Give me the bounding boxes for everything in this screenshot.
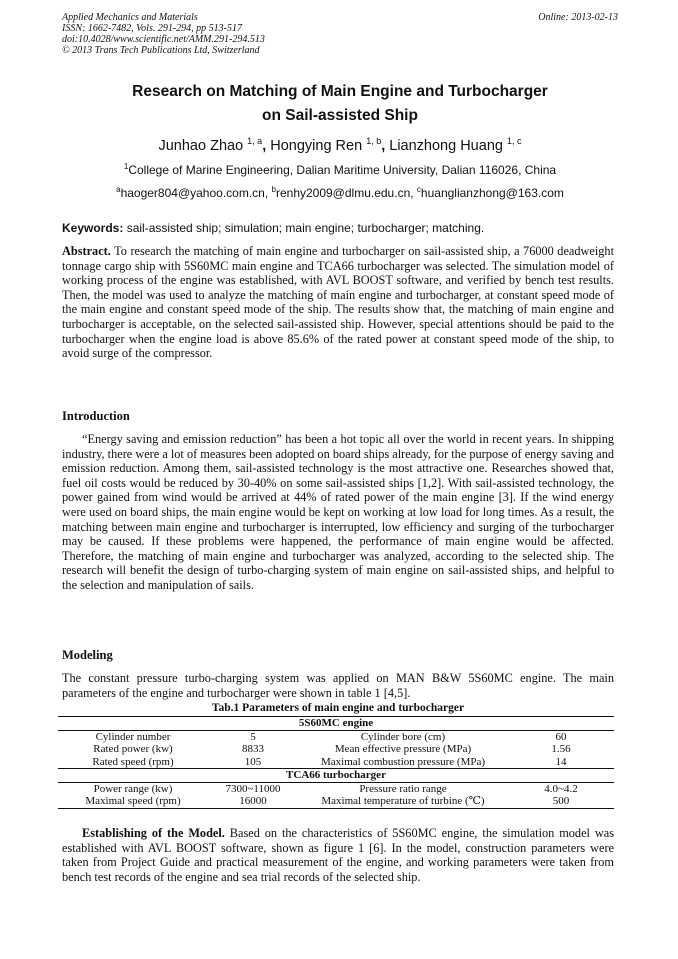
author-name: Junhao Zhao: [158, 137, 244, 154]
table-cell: Pressure ratio range: [298, 782, 508, 795]
table-cell: Rated power (kw): [93, 743, 173, 755]
table-cell: Cylinder bore (cm): [298, 730, 508, 743]
abstract-label: Abstract.: [62, 244, 111, 258]
table-section-row: [58, 769, 614, 783]
online-date: Online: 2013-02-13: [538, 12, 618, 23]
table-row: [58, 795, 614, 808]
parameters-table: [58, 716, 614, 809]
modeling-heading: Modeling: [62, 648, 113, 662]
abstract: [62, 244, 614, 361]
table-cell: Maximal temperature of turbine (℃): [298, 795, 508, 808]
table-cell: 8833: [242, 743, 264, 755]
email-link[interactable]: haoger804@yahoo.com.cn: [120, 186, 265, 200]
introduction-text: “Energy saving and emission reduction” has been a hot topic all over the world in recent years. In shipping industry, there were a lot of measures been adopted on board ships already, for the purpose of energy saving and emission reduction. Among them, sail-assisted technology is the most attractive one. Researches showed that, fuel oil costs would be reduced by 30-40% on some sail-assisted ships [1,2]. With sail-assisted technology, the power gained from wind would be arrived at 44% of rated power of the main engine [3]. If the wind energy were used on board ships, the main engine would be kept on working at low load for long times. As a result, the matching between main engine and turbocharger is interrupted, low efficiency and surging of the turbocharger may be caused. If these problems were happened, the performance of main engine would be affected. Therefore, the matching of main engine and turbocharger was analyzed, according to the selected ship. The research will benefit the design of turbo-charging system of main engine on sail-assisted ships, and helpful to the selection and manipulation of sails.: [62, 432, 614, 592]
author-list: Junhao Zhao $^{1, a}$, Hongying Ren $^{1, b}$, Lianzhong Huang $^{1, c}$: [158, 136, 522, 154]
table-row: [58, 743, 614, 756]
table-cell: Rated speed (rpm): [92, 755, 174, 768]
title-line-1: Research on Matching of Main Engine and Turbocharger: [132, 83, 548, 100]
table-cell: 7300~11000: [208, 782, 298, 795]
table-row: [58, 782, 614, 795]
issn-line: ISSN: 1662-7482, Vols. 291-294, pp 513-517: [62, 23, 242, 34]
table-section-title: 5S60MC engine: [58, 717, 614, 731]
table-cell: 4.0~4.2: [508, 782, 614, 795]
table-cell: 105: [244, 755, 262, 768]
table-section-row: [58, 717, 614, 731]
establishing-label: Establishing of the Model.: [82, 826, 225, 840]
table-row: [58, 756, 614, 769]
paper-title: [62, 80, 618, 128]
email-link[interactable]: renhy2009@dlmu.edu.cn: [275, 186, 411, 200]
keywords-text: sail-assisted ship; simulation; main engine; turbocharger; matching.: [123, 221, 485, 235]
establishing-paragraph: [62, 826, 614, 884]
affiliation: [62, 162, 618, 177]
author-superscript: 1, b: [366, 136, 382, 146]
table-cell: Maximal speed (rpm): [58, 795, 208, 808]
table-cell: 1.56: [551, 743, 571, 755]
table-section-title: TCA66 turbocharger: [58, 769, 614, 783]
author-name: Hongying Ren: [270, 137, 363, 154]
table-cell: Cylinder number: [58, 730, 208, 743]
modeling-text: The constant pressure turbo-charging system was applied on MAN B&W 5S60MC engine. The main parameters of the engine and turbocharger were shown in table 1 [4,5].: [62, 671, 614, 700]
keywords: [62, 221, 618, 235]
keywords-label: Keywords:: [62, 221, 124, 235]
table-row: [58, 730, 614, 743]
author-name: Lianzhong Huang: [389, 137, 503, 154]
table-cell: 60: [508, 730, 614, 743]
email-superscript: b: [271, 185, 276, 194]
title-line-2: on Sail-assisted Ship: [262, 107, 418, 124]
table-cell: Power range (kw): [58, 782, 208, 795]
table-cell: 500: [508, 795, 614, 808]
email-link[interactable]: huanglianzhong@163.com: [420, 186, 564, 200]
doi-line: doi:10.4028/www.scientific.net/AMM.291-294.513: [62, 34, 265, 45]
journal-name: Applied Mechanics and Materials: [62, 12, 198, 23]
table-cell: Maximal combustion pressure (MPa): [320, 755, 486, 768]
email-list: $^a$haoger804@yahoo.com.cn, $^b$renhy2009@dlmu.edu.cn, $^c$huanglianzhong@163.com: [116, 185, 564, 200]
copyright-line: © 2013 Trans Tech Publications Ltd, Switzerland: [62, 45, 260, 56]
introduction-heading: Introduction: [62, 409, 130, 423]
affiliation-superscript: 1: [123, 162, 129, 171]
table-cell: 5: [208, 730, 298, 743]
author-superscript: 1, c: [506, 136, 522, 146]
table-cell: Mean effective pressure (MPa): [334, 743, 472, 755]
table-caption: Tab.1 Parameters of main engine and turbocharger: [211, 702, 465, 714]
email-superscript: c: [416, 185, 421, 194]
table-cell: 14: [555, 755, 567, 768]
table-cell: 16000: [208, 795, 298, 808]
establishing-text: Based on the characteristics of 5S60MC engine, the simulation model was established with AVL BOOST software, shown as figure 1 [6]. In the model, construction parameters were taken from Project Guide and practical measurement of the engine, and working parameters were taken from bench test records of the engine and sea trial records of the selected ship.: [62, 826, 614, 884]
abstract-text: To research the matching of main engine and turbocharger on sail-assisted ship, a 76000 deadweight tonnage cargo ship with 5S60MC main engine and TCA66 turbocharger was selected. The simulation model of working process of the engine was established, with AVL BOOST software, and verified by bench test results. Then, the model was used to analyze the matching of main engine and turbocharger, at constant speed mode of the main engine and constant speed mode of the ship. The results show that, the matching of main engine and turbocharger is acceptable, on the selected sail-assisted ship. However, special attentions should be paid to the turbocharger when the engine load is above 85.6% of the rated power at constant speed mode of the ship, to avoid surge of the compressor.: [62, 244, 614, 361]
email-superscript: a: [116, 185, 121, 194]
affiliation-text: College of Marine Engineering, Dalian Maritime University, Dalian 116026, China: [128, 163, 557, 177]
author-superscript: 1, a: [247, 136, 263, 146]
journal-header: [62, 12, 618, 56]
